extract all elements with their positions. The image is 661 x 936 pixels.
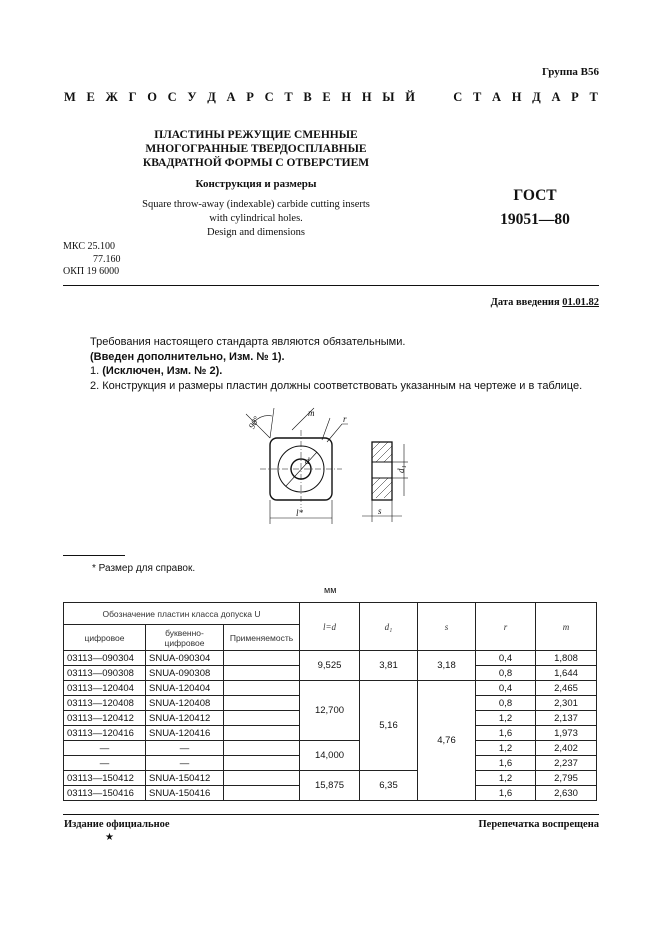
cell-apply <box>224 666 300 681</box>
cell-m: 1,973 <box>536 726 597 741</box>
item-text: (Исключен, Изм. № 2). <box>102 365 223 377</box>
cell-m: 1,644 <box>536 666 597 681</box>
banner-letter: Н <box>511 90 522 104</box>
banner-letter: Д <box>207 90 216 104</box>
header-l: l=d <box>300 603 360 651</box>
cell-m: 2,237 <box>536 756 597 771</box>
banner-letter: Т <box>589 90 598 104</box>
cell-letter: SNUA-090308 <box>146 666 224 681</box>
table-row <box>64 771 597 786</box>
cell-m: 2,301 <box>536 696 597 711</box>
dimensions-table <box>63 602 597 801</box>
standard-banner <box>64 90 598 105</box>
hatching <box>372 442 392 498</box>
footnote: * Размер для справок. <box>92 563 196 574</box>
cell-apply <box>224 786 300 801</box>
header-digital: цифровое <box>64 625 146 651</box>
banner-letter: У <box>187 90 197 104</box>
cell-l: 12,700 <box>300 681 360 741</box>
paragraph: (Введен дополнительно, Изм. № 1). <box>90 350 285 363</box>
header-letter: буквенно-цифровое <box>146 625 224 651</box>
table-row <box>64 651 597 666</box>
official-edition: Издание официальное <box>64 819 170 830</box>
footnote-rule <box>63 555 125 556</box>
cell-r: 0,4 <box>476 681 536 696</box>
cell-l: 9,525 <box>300 651 360 681</box>
cell-r: 1,2 <box>476 711 536 726</box>
cell-d1: 5,16 <box>360 681 418 771</box>
banner-letter: Е <box>86 90 95 104</box>
item-number: 1. <box>90 365 100 377</box>
cell-digital: 03113—090308 <box>64 666 146 681</box>
title-line: КВАДРАТНОЙ ФОРМЫ С ОТВЕРСТИЕМ <box>142 157 370 169</box>
intro-date-label: Дата введения <box>490 297 560 308</box>
cell-digital: — <box>64 756 146 771</box>
header-s: s <box>418 603 476 651</box>
cell-digital: 03113—150412 <box>64 771 146 786</box>
okp-code: ОКП 19 6000 <box>63 266 120 277</box>
unit-label: мм <box>324 585 337 595</box>
paragraph: 2. Конструкция и размеры пластин должны соответствовать указанным на чертеже и в таблице. <box>90 379 583 392</box>
mks-code: МКС 25.100 <box>63 241 115 252</box>
banner-letter: Г <box>128 90 137 104</box>
table-row <box>64 741 597 756</box>
title-en-line: Square throw-away (indexable) carbide cutting inserts <box>142 199 370 210</box>
cell-s: 4,76 <box>418 681 476 801</box>
title-line: ПЛАСТИНЫ РЕЖУЩИЕ СМЕННЫЕ <box>154 129 358 141</box>
cell-m: 2,795 <box>536 771 597 786</box>
cell-letter: SNUA-150412 <box>146 771 224 786</box>
cell-letter: SNUA-120404 <box>146 681 224 696</box>
cell-letter: SNUA-150416 <box>146 786 224 801</box>
s-label: s <box>378 506 382 516</box>
cell-apply <box>224 711 300 726</box>
banner-letter: Н <box>361 90 372 104</box>
banner-letter: Т <box>284 90 293 104</box>
banner-letter: Ж <box>105 90 118 104</box>
cell-letter: — <box>146 756 224 771</box>
d1-label: d₁ <box>396 465 406 473</box>
reprint-notice: Перепечатка воспрещена <box>478 819 599 830</box>
gost-label: ГОСТ <box>513 187 557 204</box>
classification-codes <box>63 241 121 279</box>
cell-letter: — <box>146 741 224 756</box>
paragraph <box>90 364 610 379</box>
cell-digital: 03113—120416 <box>64 726 146 741</box>
banner-letter: Е <box>322 90 331 104</box>
l-label: l* <box>296 508 304 518</box>
cell-m: 2,402 <box>536 741 597 756</box>
m-label: m <box>308 408 315 418</box>
cell-digital: — <box>64 741 146 756</box>
banner-letter: Р <box>246 90 254 104</box>
group-code: Группа В56 <box>541 66 599 78</box>
cell-apply <box>224 771 300 786</box>
cell-r: 1,2 <box>476 741 536 756</box>
cell-r: 0,8 <box>476 696 536 711</box>
cell-r: 1,2 <box>476 771 536 786</box>
banner-letter: М <box>64 90 76 104</box>
body-text <box>90 335 610 393</box>
cell-s: 3,18 <box>418 651 476 681</box>
document-subtitle-ru: Конструкция и размеры <box>195 178 317 190</box>
cell-digital: 03113—150416 <box>64 786 146 801</box>
cell-r: 1,6 <box>476 786 536 801</box>
banner-letter: С <box>167 90 177 104</box>
gost-number: 19051—80 <box>500 211 570 228</box>
banner-letter: Д <box>532 90 541 104</box>
footer-divider <box>63 814 599 815</box>
banner-letter <box>439 90 442 105</box>
header-d1: d₁ <box>360 603 418 651</box>
header-m: m <box>536 603 597 651</box>
document-title-en <box>120 198 392 240</box>
mks-code-2: 77.160 <box>93 253 121 265</box>
cell-letter: SNUA-090304 <box>146 651 224 666</box>
gost-designation <box>470 184 600 232</box>
cell-digital: 03113—120408 <box>64 696 146 711</box>
cell-m: 1,808 <box>536 651 597 666</box>
cell-m: 2,465 <box>536 681 597 696</box>
cell-l: 15,875 <box>300 771 360 801</box>
table-row <box>64 681 597 696</box>
cell-apply <box>224 756 300 771</box>
divider <box>63 285 599 286</box>
title-en-line: with cylindrical holes. <box>209 213 303 224</box>
banner-letter: Р <box>571 90 579 104</box>
cell-digital: 03113—090304 <box>64 651 146 666</box>
cell-letter: SNUA-120412 <box>146 711 224 726</box>
cell-m: 2,630 <box>536 786 597 801</box>
banner-letter: Ы <box>382 90 395 104</box>
paragraph: Требования настоящего стандарта являются обязательными. <box>90 336 406 348</box>
banner-letter: Т <box>472 90 482 104</box>
document-title-ru <box>128 128 384 170</box>
cell-apply <box>224 696 300 711</box>
cell-d1: 6,35 <box>360 771 418 801</box>
cell-r: 1,6 <box>476 726 536 741</box>
cell-apply <box>224 726 300 741</box>
header-r: r <box>476 603 536 651</box>
cell-r: 0,4 <box>476 651 536 666</box>
cell-apply <box>224 741 300 756</box>
cell-apply <box>224 681 300 696</box>
banner-letter: А <box>492 90 502 104</box>
banner-letter: С <box>264 90 274 104</box>
cell-m: 2,137 <box>536 711 597 726</box>
insert-drawing <box>230 400 430 530</box>
cell-r: 0,8 <box>476 666 536 681</box>
angle-label: 90° <box>246 414 262 431</box>
header-group: Обозначение пластин класса допуска U <box>64 603 300 625</box>
banner-letter: Й <box>405 90 415 104</box>
star-mark: ★ <box>105 832 114 843</box>
banner-letter <box>426 90 429 105</box>
cell-d1: 3,81 <box>360 651 418 681</box>
title-en-line: Design and dimensions <box>207 227 305 238</box>
banner-letter: С <box>453 90 463 104</box>
cell-apply <box>224 651 300 666</box>
cell-r: 1,6 <box>476 756 536 771</box>
cell-letter: SNUA-120408 <box>146 696 224 711</box>
cell-digital: 03113—120412 <box>64 711 146 726</box>
banner-letter: О <box>147 90 157 104</box>
banner-letter: Н <box>341 90 352 104</box>
cell-l: 14,000 <box>300 741 360 771</box>
banner-letter: А <box>551 90 561 104</box>
cell-digital: 03113—120404 <box>64 681 146 696</box>
cell-letter: SNUA-120416 <box>146 726 224 741</box>
banner-letter: В <box>303 90 312 104</box>
title-line: МНОГОГРАННЫЕ ТВЕРДОСПЛАВНЫЕ <box>145 143 367 155</box>
header-apply: Применяемость <box>224 625 300 651</box>
r-label: r <box>343 414 347 424</box>
intro-date-value: 01.01.82 <box>562 297 599 308</box>
intro-date <box>491 297 599 308</box>
d-label: d <box>305 456 310 466</box>
banner-letter: А <box>226 90 236 104</box>
